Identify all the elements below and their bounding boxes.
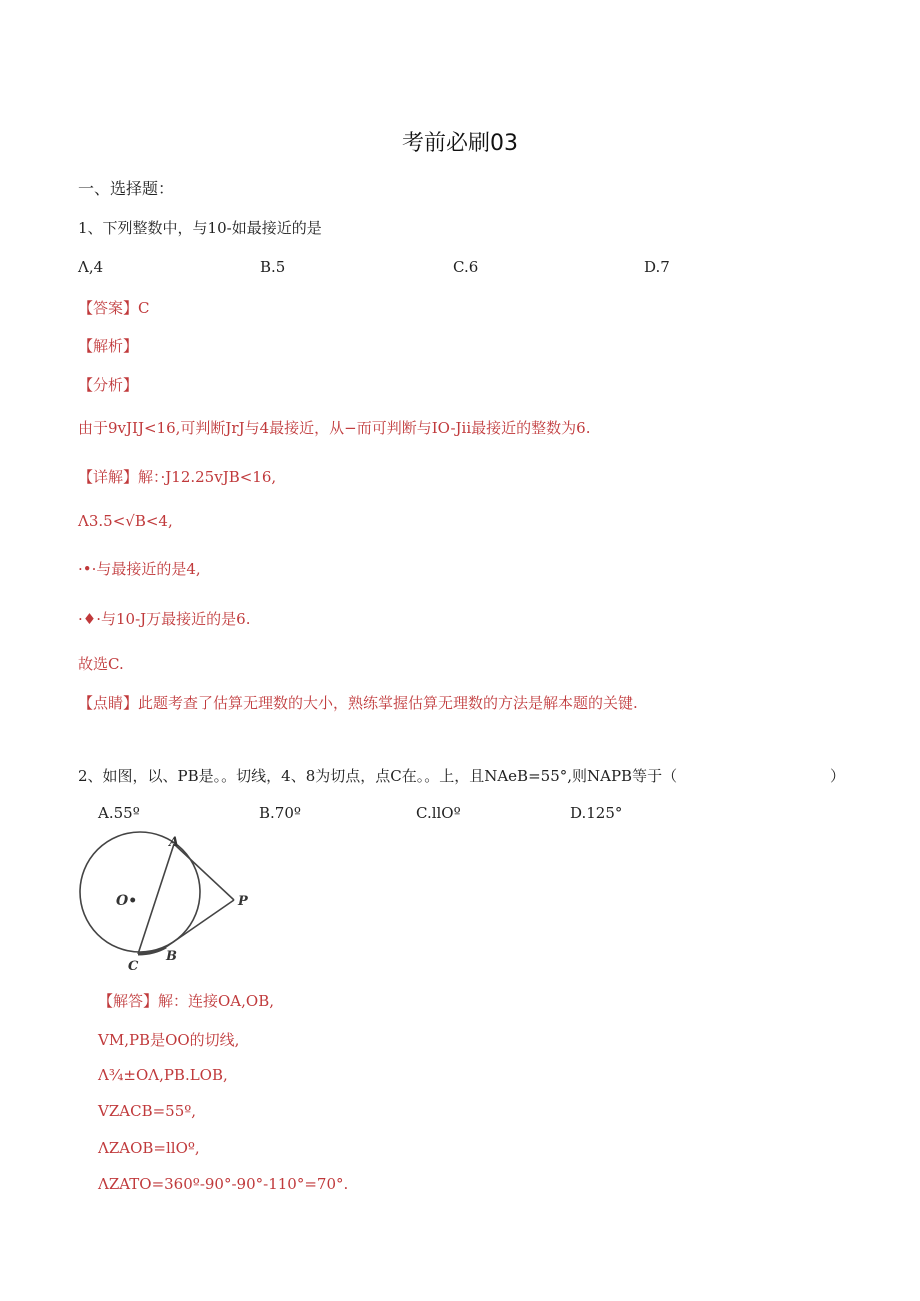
section-heading: 一、选择题： <box>78 179 175 198</box>
q2-solution-line-1: 【解答】解：连接OA,OB, <box>98 992 274 1010</box>
q1-line-1: Λ3.5<√B<4, <box>78 512 173 530</box>
q1-analysis-tag: 【解析】 <box>78 337 139 355</box>
label-b: B <box>166 949 177 964</box>
tangent-pb <box>166 900 234 947</box>
q2-stem: 2、如图，以、PB是。。切线，4、8为切点，点C在。。上，且NAeB=55°,则NAPB等于（ <box>78 767 678 785</box>
q2-solution-line-5: ΛZAOB=llOº, <box>98 1139 200 1157</box>
label-a: A <box>169 835 180 850</box>
q2-solution-line-2: VM,PB是OO的切线, <box>98 1031 240 1049</box>
q2-option-a: A.55º <box>98 804 140 822</box>
q2-solution-line-6: ΛZATO=360º-90°-90°-110°=70°. <box>98 1175 349 1193</box>
q2-option-b: B.70º <box>259 804 301 822</box>
q2-solution-line-4: VZACB=55º, <box>98 1102 197 1120</box>
q1-line-4: 故选C. <box>78 655 124 673</box>
q2-option-c: C.llOº <box>416 804 461 822</box>
q1-line-3: ·♦·与10-J万最接近的是6. <box>78 610 251 628</box>
label-c: C <box>128 959 139 974</box>
q2-option-d: D.125° <box>570 804 623 822</box>
q1-option-a: Λ,4 <box>78 258 104 276</box>
circle-tangent-figure <box>72 830 262 980</box>
tangent-pa <box>174 844 234 900</box>
label-o: O• <box>116 893 138 909</box>
page-title: 考前必刷03 <box>402 131 518 156</box>
circle-o <box>80 832 200 952</box>
q1-option-b: B.5 <box>260 258 286 276</box>
q1-option-d: D.7 <box>644 258 670 276</box>
chord-ac <box>138 844 174 954</box>
label-p: P <box>238 894 248 909</box>
q2-solution-line-3: Λ¾±OΛ,PB.LOB, <box>98 1066 228 1084</box>
q1-fenxi-tag: 【分析】 <box>78 376 139 394</box>
q1-option-c: C.6 <box>453 258 479 276</box>
q1-answer: 【答案】C <box>78 299 150 317</box>
q1-line-2: ·•·与最接近的是4, <box>78 560 201 578</box>
q2-stem-close: ） <box>830 767 846 785</box>
q1-detail: 【详解】解：·J12.25vJB<16, <box>78 468 277 486</box>
q1-stem: 1、下列整数中，与10-如最接近的是 <box>78 219 322 237</box>
q1-comment: 【点睛】此题考查了估算无理数的大小，熟练掌握估算无理数的方法是解本题的关键. <box>78 694 638 712</box>
q1-fenxi-text: 由于9vJIJ<16,可判断JrJ与4最接近，从−而可判断与IO-Jii最接近的整数为6. <box>78 419 591 437</box>
